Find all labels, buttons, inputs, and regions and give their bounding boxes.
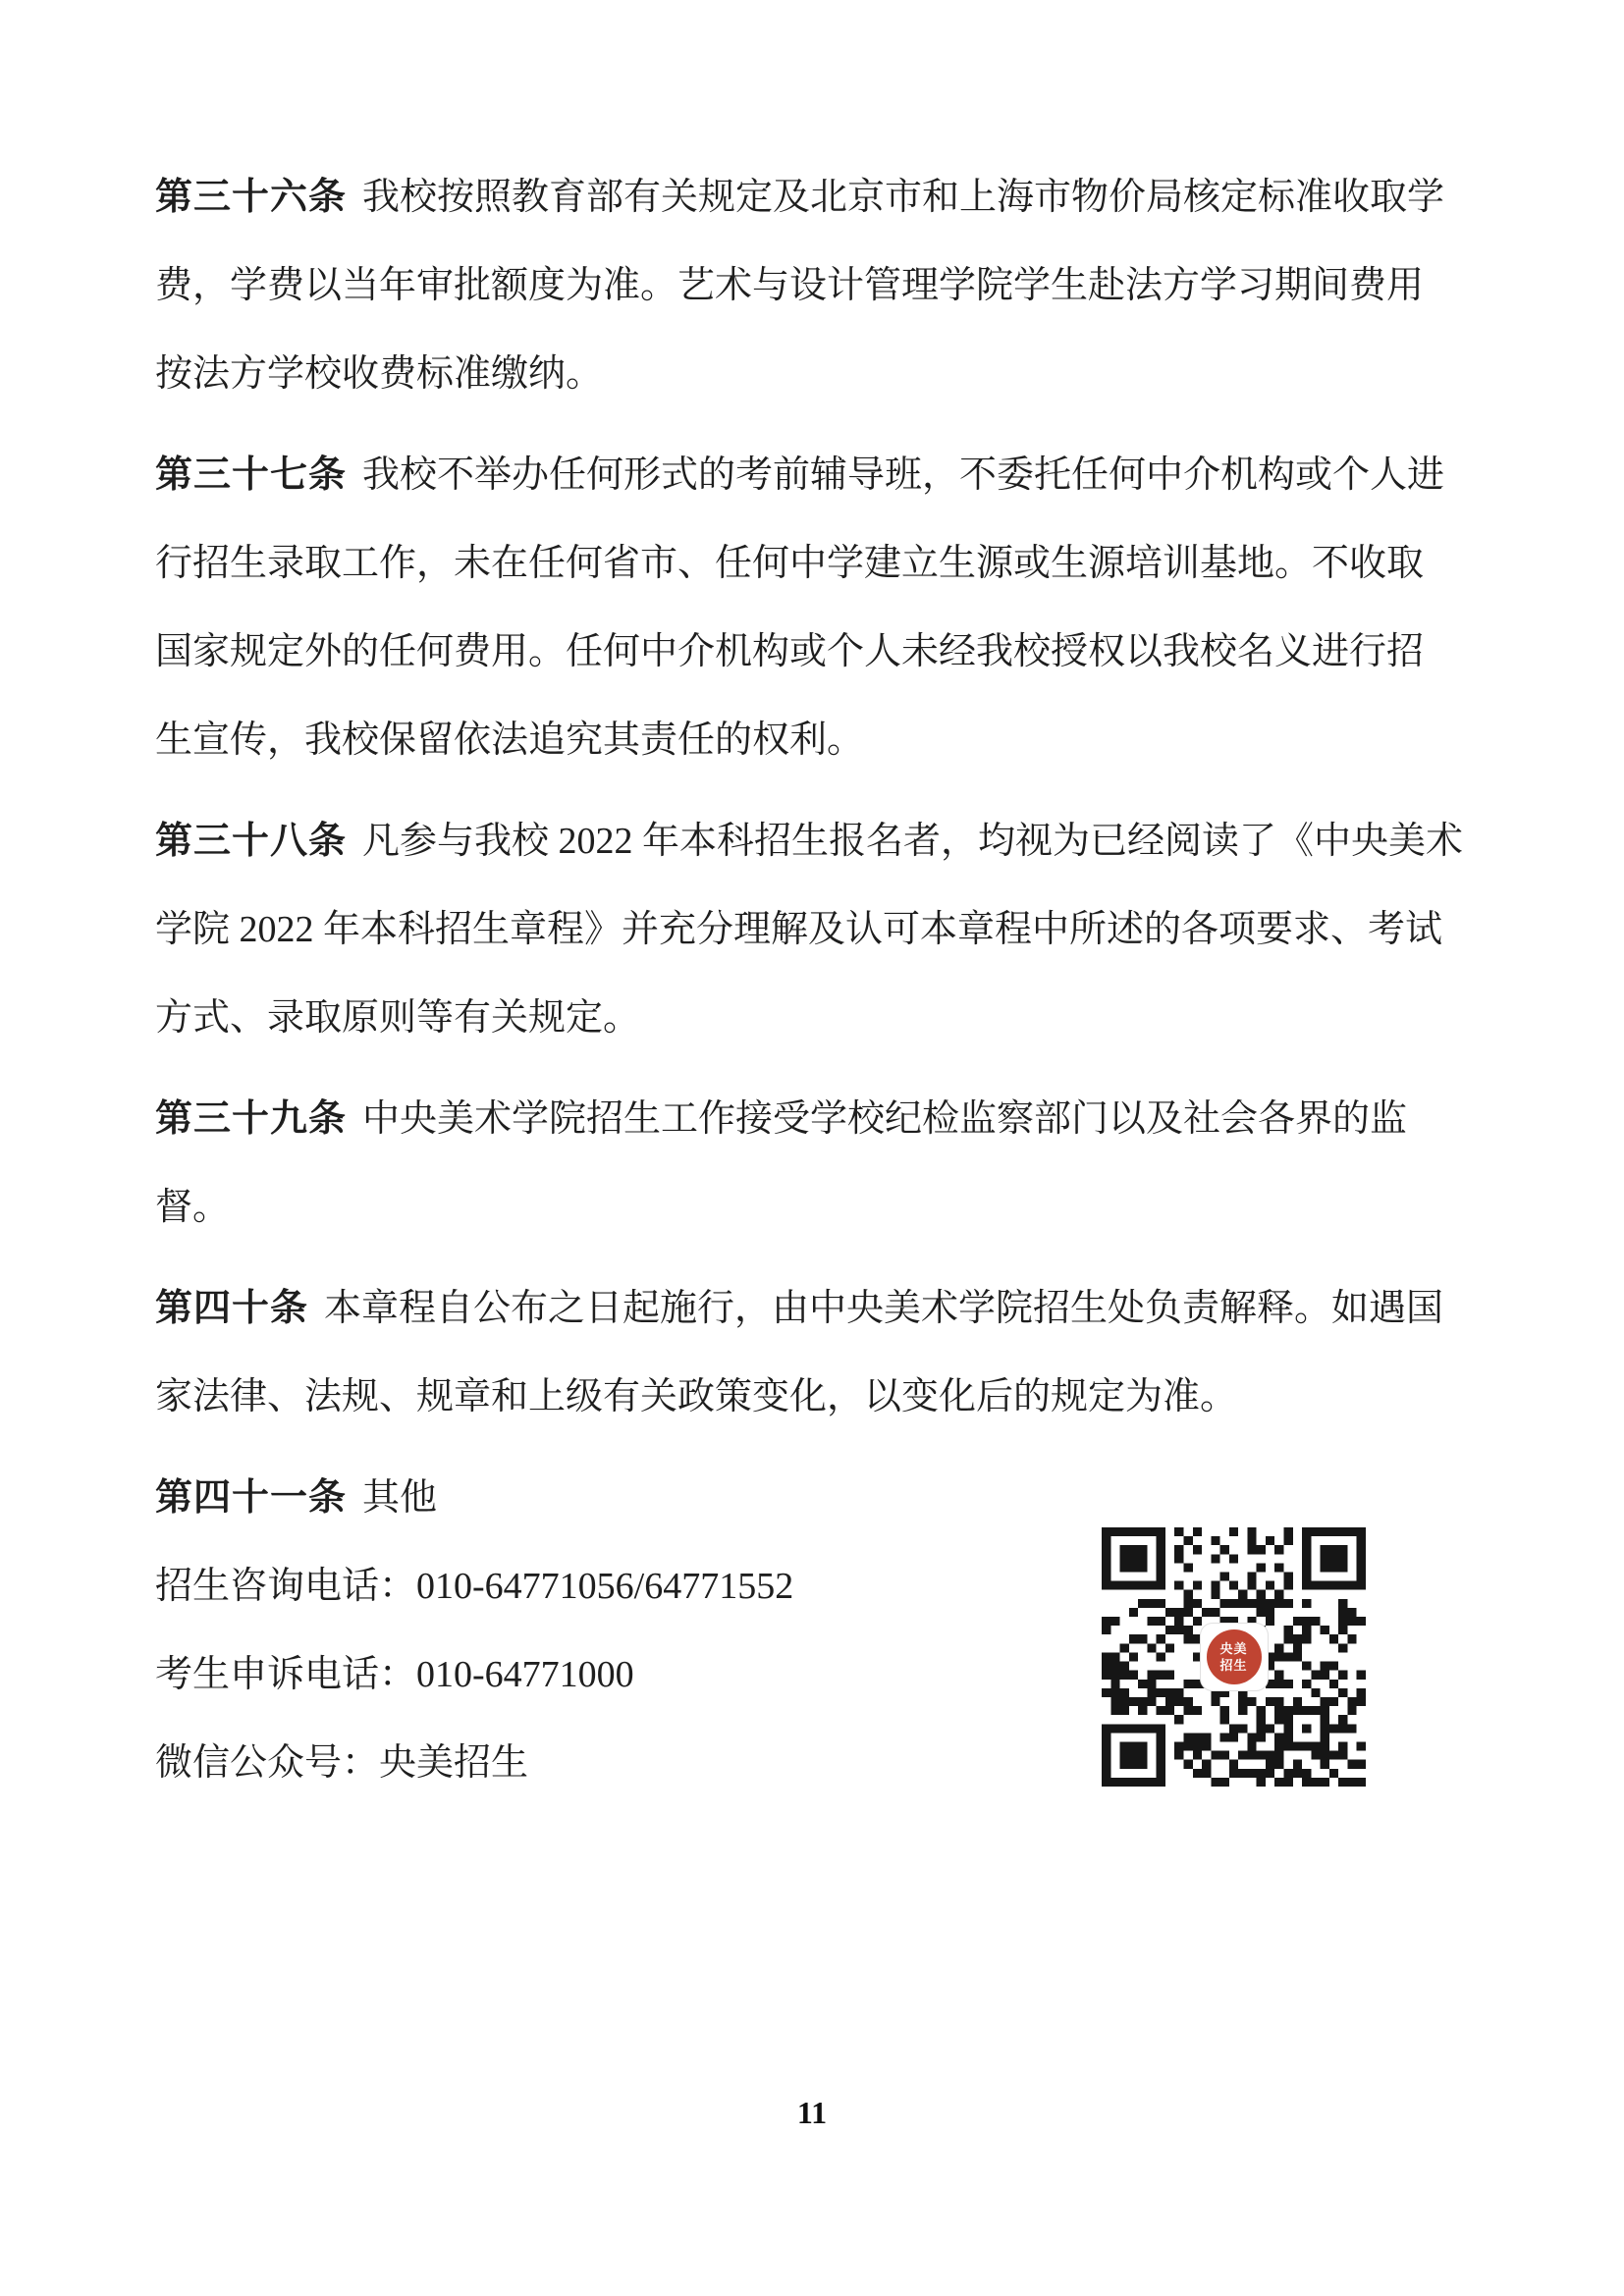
article-text: 凡参与我校 2022 年本科招生报名者，均视为已经阅读了《中央美术 xyxy=(362,821,1464,862)
article-line: 方式、录取原则等有关规定。 xyxy=(155,997,641,1039)
contact-line: 考生申诉电话：010-64771000 xyxy=(155,1654,634,1695)
article-paragraph xyxy=(155,153,1461,418)
qr-center-logo-circle xyxy=(1207,1629,1262,1684)
article-text: 其他 xyxy=(362,1477,438,1519)
article-text: 中央美术学院招生工作接受学校纪检监察部门以及社会各界的监 xyxy=(362,1098,1408,1140)
article-line xyxy=(155,431,1461,519)
article-number-label: 第四十条 xyxy=(155,1288,309,1329)
article-line: 行招生录取工作，未在任何省市、任何中学建立生源或生源培训基地。不收取 xyxy=(155,543,1425,584)
article-text: 本章程自公布之日起施行，由中央美术学院招生处负责解释。如遇国 xyxy=(324,1288,1444,1329)
qr-logo-text-line2: 招生 xyxy=(1219,1658,1248,1673)
article-line: 生宣传，我校保留依法追究其责任的权利。 xyxy=(155,720,865,761)
contact-line: 微信公众号：央美招生 xyxy=(155,1742,529,1784)
wechat-qr-code xyxy=(1102,1527,1366,1787)
article-line: 国家规定外的任何费用。任何中介机构或个人未经我校授权以我校名义进行招 xyxy=(155,631,1425,672)
article-text: 我校不举办任何形式的考前辅导班，不委托任何中介机构或个人进 xyxy=(362,454,1445,496)
article-line xyxy=(155,1075,1461,1163)
article-number-label: 第三十八条 xyxy=(155,821,348,862)
article-line xyxy=(155,797,1464,885)
article-number-label: 第四十一条 xyxy=(155,1477,348,1519)
article-line: 学院 2022 年本科招生章程》并充分理解及认可本章程中所述的各项要求、考试 xyxy=(155,909,1443,950)
qr-center-logo xyxy=(1200,1623,1269,1691)
qr-logo-text-line1: 央美 xyxy=(1219,1641,1248,1656)
article-text: 我校按照教育部有关规定及北京市和上海市物价局核定标准收取学 xyxy=(362,177,1445,218)
articles-section xyxy=(155,153,1464,1542)
article-line: 费，学费以当年审批额度为准。艺术与设计管理学院学生赴法方学习期间费用 xyxy=(155,265,1425,306)
article-paragraph xyxy=(155,1075,1461,1252)
article-paragraph xyxy=(155,797,1464,1062)
article-line xyxy=(155,153,1461,241)
article-number-label: 第三十九条 xyxy=(155,1098,348,1140)
contact-line: 招生咨询电话：010-64771056/64771552 xyxy=(155,1566,794,1607)
article-paragraph xyxy=(155,431,1461,784)
article-paragraph xyxy=(155,1264,1461,1441)
article-number-label: 第三十六条 xyxy=(155,177,348,218)
page-number: 11 xyxy=(796,2095,828,2130)
article-line: 家法律、法规、规章和上级有关政策变化，以变化后的规定为准。 xyxy=(155,1376,1238,1417)
article-number-label: 第三十七条 xyxy=(155,454,348,496)
article-line: 按法方学校收费标准缴纳。 xyxy=(155,353,604,395)
article-line xyxy=(155,1264,1461,1353)
article-line: 督。 xyxy=(155,1187,231,1228)
